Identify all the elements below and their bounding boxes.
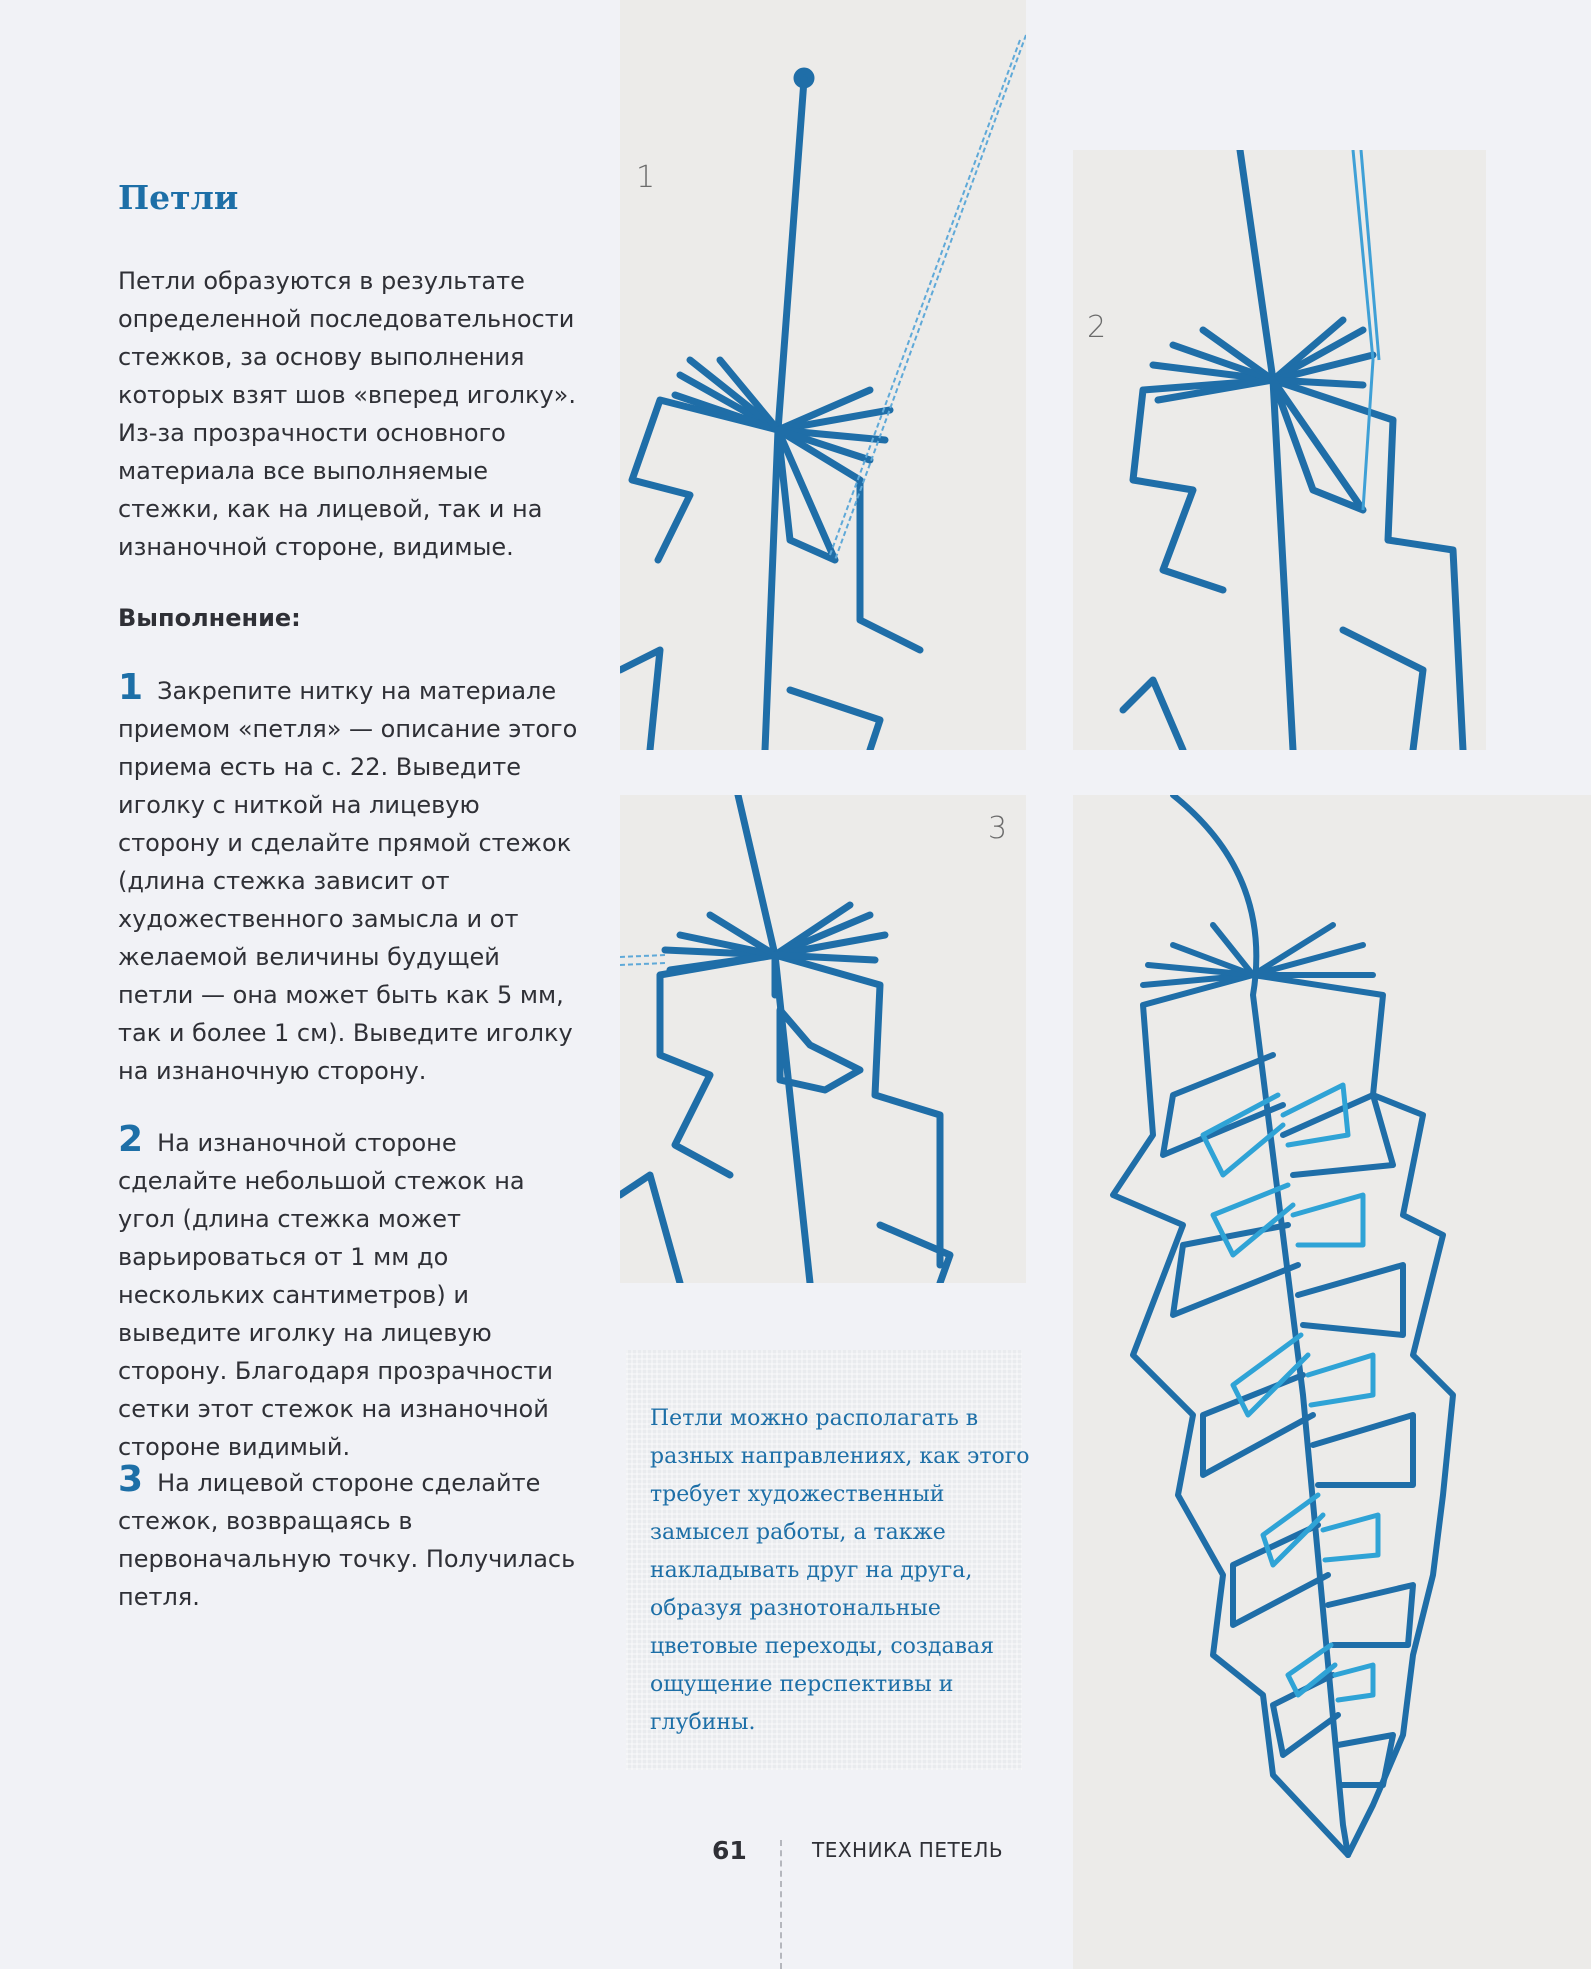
step-text: На лицевой стороне сделайте стежок, возвращаясь в первоначальную точку. Получилась петля. xyxy=(118,1469,576,1611)
photo-label: 2 xyxy=(1087,310,1107,345)
step-number: 2 xyxy=(118,1119,144,1160)
photo-step-2 xyxy=(1073,150,1486,750)
photo-step-1 xyxy=(620,0,1026,750)
embroidery-illustration xyxy=(620,0,1026,750)
tip-box xyxy=(626,1350,1030,1770)
section-title: Петли xyxy=(118,178,239,217)
step-number: 1 xyxy=(118,667,144,708)
step-1 xyxy=(118,667,578,1090)
photo-label: 3 xyxy=(988,811,1008,846)
tip-text: Петли можно располагать в разных направлениях, как этого требует художественный замысел работы, а также накладывать друг на друга, образуя разнотональные цветовые переходы, создавая ощущение перспективы и глубины. xyxy=(650,1406,1030,1735)
embroidery-illustration xyxy=(620,795,1026,1283)
step-text: На изнаночной стороне сделайте небольшой стежок на угол (длина стежка может варьироваться от 1 мм до нескольких сантиметров) и выведите иголку на лицевую сторону. Благодаря прозрачности сетки этот стежок на изнаночной стороне видимый. xyxy=(118,1129,553,1461)
photo-label: 1 xyxy=(636,160,656,195)
intro-paragraph: Петли образуются в результате определенной последовательности стежков, за основу выполнения которых взят шов «вперед иголку». Из-за прозрачности основного материала все выполняемые стежки, как на лицевой, так и на изнаночной стороне, видимые. xyxy=(118,267,576,561)
step-2 xyxy=(118,1119,578,1466)
running-section-title: ТЕХНИКА ПЕТЕЛЬ xyxy=(812,1838,1004,1862)
footer-divider xyxy=(780,1840,782,1969)
step-text: Закрепите нитку на материале приемом «петля» — описание этого приема есть на с. 22. Выведите иголку с ниткой на лицевую сторону и сделайте прямой стежок (длина стежка зависит от художественного замысла и от желаемой величины будущей петли — она может быть как 5 мм, так и более 1 см). Выведите иголку на изнаночную сторону. xyxy=(118,677,578,1085)
step-number: 3 xyxy=(118,1459,144,1500)
photo-step-3 xyxy=(620,795,1026,1283)
embroidery-illustration xyxy=(1073,150,1486,750)
page-number: 61 xyxy=(712,1836,747,1865)
step-3 xyxy=(118,1459,578,1616)
photo-finished-feather xyxy=(1073,795,1591,1969)
instructions-heading: Выполнение: xyxy=(118,604,301,632)
feather-embroidery-illustration xyxy=(1073,795,1591,1969)
